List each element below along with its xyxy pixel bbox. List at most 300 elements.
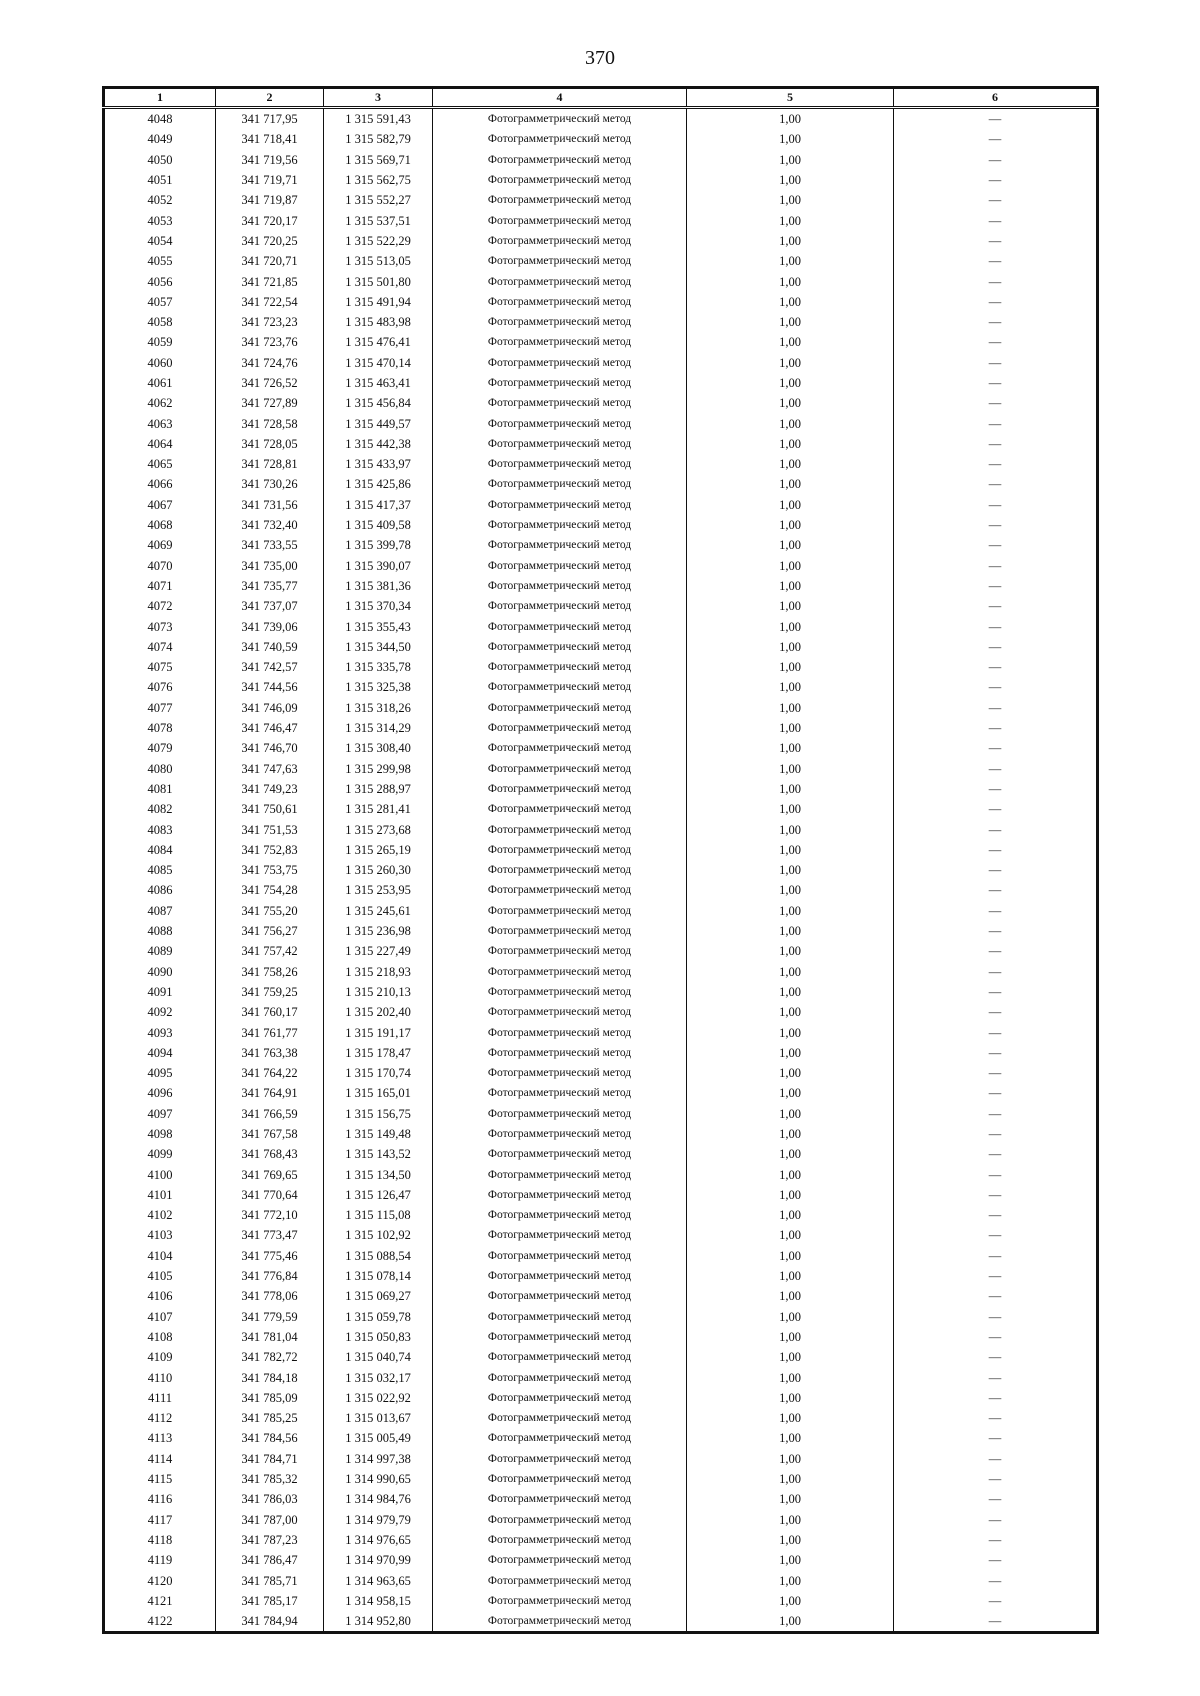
y-coordinate-cell: 1 315 470,14	[324, 353, 433, 373]
table-row	[104, 1185, 1098, 1205]
y-coordinate-cell: 1 315 050,83	[324, 1327, 433, 1347]
method-cell: Фотограмметрический метод	[433, 129, 687, 149]
table-row	[104, 1550, 1098, 1570]
description-cell: —	[894, 880, 1098, 900]
method-cell: Фотограмметрический метод	[433, 637, 687, 657]
precision-cell: 1,00	[687, 1043, 894, 1063]
y-coordinate-cell: 1 314 990,65	[324, 1469, 433, 1489]
y-coordinate-cell: 1 315 591,43	[324, 108, 433, 130]
description-cell: —	[894, 941, 1098, 961]
description-cell: —	[894, 1367, 1098, 1387]
description-cell: —	[894, 393, 1098, 413]
y-coordinate-cell: 1 315 449,57	[324, 413, 433, 433]
y-coordinate-cell: 1 315 265,19	[324, 840, 433, 860]
point-number-cell: 4104	[104, 1246, 216, 1266]
point-number-cell: 4052	[104, 190, 216, 210]
method-cell: Фотограмметрический метод	[433, 556, 687, 576]
x-coordinate-cell: 341 775,46	[216, 1246, 324, 1266]
x-coordinate-cell: 341 782,72	[216, 1347, 324, 1367]
description-cell: —	[894, 799, 1098, 819]
method-cell: Фотограмметрический метод	[433, 190, 687, 210]
x-coordinate-cell: 341 786,03	[216, 1489, 324, 1509]
y-coordinate-cell: 1 315 399,78	[324, 535, 433, 555]
point-number-cell: 4048	[104, 108, 216, 130]
x-coordinate-cell: 341 787,00	[216, 1509, 324, 1529]
table-row	[104, 190, 1098, 210]
table-row	[104, 1509, 1098, 1529]
y-coordinate-cell: 1 315 433,97	[324, 454, 433, 474]
table-row	[104, 535, 1098, 555]
method-cell: Фотограмметрический метод	[433, 1428, 687, 1448]
precision-cell: 1,00	[687, 1550, 894, 1570]
precision-cell: 1,00	[687, 860, 894, 880]
method-cell: Фотограмметрический метод	[433, 596, 687, 616]
description-cell: —	[894, 1104, 1098, 1124]
precision-cell: 1,00	[687, 759, 894, 779]
precision-cell: 1,00	[687, 170, 894, 190]
description-cell: —	[894, 1225, 1098, 1245]
precision-cell: 1,00	[687, 576, 894, 596]
method-cell: Фотограмметрический метод	[433, 738, 687, 758]
y-coordinate-cell: 1 315 381,36	[324, 576, 433, 596]
method-cell: Фотограмметрический метод	[433, 1388, 687, 1408]
y-coordinate-cell: 1 314 952,80	[324, 1611, 433, 1633]
table-row	[104, 657, 1098, 677]
y-coordinate-cell: 1 315 537,51	[324, 210, 433, 230]
x-coordinate-cell: 341 778,06	[216, 1286, 324, 1306]
x-coordinate-cell: 341 766,59	[216, 1104, 324, 1124]
table-row	[104, 312, 1098, 332]
y-coordinate-cell: 1 315 390,07	[324, 556, 433, 576]
precision-cell: 1,00	[687, 657, 894, 677]
table-row	[104, 1388, 1098, 1408]
x-coordinate-cell: 341 785,32	[216, 1469, 324, 1489]
point-number-cell: 4074	[104, 637, 216, 657]
point-number-cell: 4061	[104, 373, 216, 393]
y-coordinate-cell: 1 315 456,84	[324, 393, 433, 413]
precision-cell: 1,00	[687, 210, 894, 230]
y-coordinate-cell: 1 314 958,15	[324, 1591, 433, 1611]
point-number-cell: 4062	[104, 393, 216, 413]
x-coordinate-cell: 341 785,25	[216, 1408, 324, 1428]
x-coordinate-cell: 341 720,17	[216, 210, 324, 230]
description-cell: —	[894, 292, 1098, 312]
precision-cell: 1,00	[687, 941, 894, 961]
precision-cell: 1,00	[687, 738, 894, 758]
x-coordinate-cell: 341 732,40	[216, 515, 324, 535]
y-coordinate-cell: 1 315 143,52	[324, 1144, 433, 1164]
method-cell: Фотограмметрический метод	[433, 961, 687, 981]
point-number-cell: 4076	[104, 677, 216, 697]
method-cell: Фотограмметрический метод	[433, 1002, 687, 1022]
description-cell: —	[894, 1307, 1098, 1327]
point-number-cell: 4112	[104, 1408, 216, 1428]
precision-cell: 1,00	[687, 1164, 894, 1184]
description-cell: —	[894, 1043, 1098, 1063]
point-number-cell: 4059	[104, 332, 216, 352]
precision-cell: 1,00	[687, 271, 894, 291]
method-cell: Фотограмметрический метод	[433, 779, 687, 799]
method-cell: Фотограмметрический метод	[433, 312, 687, 332]
x-coordinate-cell: 341 737,07	[216, 596, 324, 616]
x-coordinate-cell: 341 721,85	[216, 271, 324, 291]
description-cell: —	[894, 535, 1098, 555]
point-number-cell: 4108	[104, 1327, 216, 1347]
point-number-cell: 4094	[104, 1043, 216, 1063]
point-number-cell: 4054	[104, 231, 216, 251]
x-coordinate-cell: 341 781,04	[216, 1327, 324, 1347]
x-coordinate-cell: 341 751,53	[216, 819, 324, 839]
table-row	[104, 373, 1098, 393]
precision-cell: 1,00	[687, 1388, 894, 1408]
coordinates-table	[102, 86, 1099, 1634]
method-cell: Фотограмметрический метод	[433, 251, 687, 271]
precision-cell: 1,00	[687, 413, 894, 433]
column-header-4: 4	[433, 88, 687, 108]
column-header-1: 1	[104, 88, 216, 108]
y-coordinate-cell: 1 314 976,65	[324, 1530, 433, 1550]
description-cell: —	[894, 1570, 1098, 1590]
precision-cell: 1,00	[687, 535, 894, 555]
table-row	[104, 1022, 1098, 1042]
method-cell: Фотограмметрический метод	[433, 921, 687, 941]
method-cell: Фотограмметрический метод	[433, 1022, 687, 1042]
table-row	[104, 129, 1098, 149]
precision-cell: 1,00	[687, 474, 894, 494]
precision-cell: 1,00	[687, 556, 894, 576]
point-number-cell: 4092	[104, 1002, 216, 1022]
point-number-cell: 4057	[104, 292, 216, 312]
y-coordinate-cell: 1 315 463,41	[324, 373, 433, 393]
y-coordinate-cell: 1 315 102,92	[324, 1225, 433, 1245]
table-row	[104, 860, 1098, 880]
y-coordinate-cell: 1 315 442,38	[324, 434, 433, 454]
point-number-cell: 4100	[104, 1164, 216, 1184]
table-row	[104, 738, 1098, 758]
method-cell: Фотограмметрический метод	[433, 271, 687, 291]
x-coordinate-cell: 341 761,77	[216, 1022, 324, 1042]
y-coordinate-cell: 1 315 115,08	[324, 1205, 433, 1225]
precision-cell: 1,00	[687, 434, 894, 454]
y-coordinate-cell: 1 315 059,78	[324, 1307, 433, 1327]
x-coordinate-cell: 341 746,47	[216, 718, 324, 738]
point-number-cell: 4122	[104, 1611, 216, 1633]
x-coordinate-cell: 341 776,84	[216, 1266, 324, 1286]
description-cell: —	[894, 190, 1098, 210]
precision-cell: 1,00	[687, 677, 894, 697]
precision-cell: 1,00	[687, 292, 894, 312]
x-coordinate-cell: 341 773,47	[216, 1225, 324, 1245]
method-cell: Фотограмметрический метод	[433, 1509, 687, 1529]
x-coordinate-cell: 341 786,47	[216, 1550, 324, 1570]
description-cell: —	[894, 738, 1098, 758]
method-cell: Фотограмметрический метод	[433, 1286, 687, 1306]
table-row	[104, 413, 1098, 433]
point-number-cell: 4107	[104, 1307, 216, 1327]
precision-cell: 1,00	[687, 880, 894, 900]
y-coordinate-cell: 1 315 170,74	[324, 1063, 433, 1083]
description-cell: —	[894, 637, 1098, 657]
point-number-cell: 4114	[104, 1449, 216, 1469]
table-row	[104, 1144, 1098, 1164]
y-coordinate-cell: 1 315 088,54	[324, 1246, 433, 1266]
method-cell: Фотограмметрический метод	[433, 1205, 687, 1225]
x-coordinate-cell: 341 739,06	[216, 616, 324, 636]
y-coordinate-cell: 1 315 178,47	[324, 1043, 433, 1063]
y-coordinate-cell: 1 315 273,68	[324, 819, 433, 839]
y-coordinate-cell: 1 315 562,75	[324, 170, 433, 190]
table-row	[104, 819, 1098, 839]
description-cell: —	[894, 1428, 1098, 1448]
point-number-cell: 4106	[104, 1286, 216, 1306]
y-coordinate-cell: 1 315 325,38	[324, 677, 433, 697]
precision-cell: 1,00	[687, 1002, 894, 1022]
description-cell: —	[894, 454, 1098, 474]
precision-cell: 1,00	[687, 190, 894, 210]
point-number-cell: 4053	[104, 210, 216, 230]
description-cell: —	[894, 1591, 1098, 1611]
description-cell: —	[894, 1144, 1098, 1164]
point-number-cell: 4071	[104, 576, 216, 596]
method-cell: Фотограмметрический метод	[433, 657, 687, 677]
x-coordinate-cell: 341 744,56	[216, 677, 324, 697]
point-number-cell: 4113	[104, 1428, 216, 1448]
method-cell: Фотограмметрический метод	[433, 576, 687, 596]
y-coordinate-cell: 1 315 314,29	[324, 718, 433, 738]
y-coordinate-cell: 1 314 970,99	[324, 1550, 433, 1570]
description-cell: —	[894, 1449, 1098, 1469]
y-coordinate-cell: 1 315 260,30	[324, 860, 433, 880]
description-cell: —	[894, 474, 1098, 494]
table-row	[104, 921, 1098, 941]
x-coordinate-cell: 341 784,18	[216, 1367, 324, 1387]
table-row	[104, 880, 1098, 900]
precision-cell: 1,00	[687, 637, 894, 657]
method-cell: Фотограмметрический метод	[433, 393, 687, 413]
description-cell: —	[894, 698, 1098, 718]
table-row	[104, 698, 1098, 718]
method-cell: Фотограмметрический метод	[433, 1063, 687, 1083]
method-cell: Фотограмметрический метод	[433, 901, 687, 921]
table-row	[104, 1286, 1098, 1306]
precision-cell: 1,00	[687, 698, 894, 718]
table-row	[104, 718, 1098, 738]
precision-cell: 1,00	[687, 1144, 894, 1164]
y-coordinate-cell: 1 315 191,17	[324, 1022, 433, 1042]
precision-cell: 1,00	[687, 1591, 894, 1611]
y-coordinate-cell: 1 315 335,78	[324, 657, 433, 677]
precision-cell: 1,00	[687, 1246, 894, 1266]
point-number-cell: 4116	[104, 1489, 216, 1509]
point-number-cell: 4080	[104, 759, 216, 779]
x-coordinate-cell: 341 722,54	[216, 292, 324, 312]
table-row	[104, 677, 1098, 697]
precision-cell: 1,00	[687, 596, 894, 616]
precision-cell: 1,00	[687, 1266, 894, 1286]
point-number-cell: 4098	[104, 1124, 216, 1144]
y-coordinate-cell: 1 314 984,76	[324, 1489, 433, 1509]
description-cell: —	[894, 1530, 1098, 1550]
description-cell: —	[894, 1347, 1098, 1367]
point-number-cell: 4103	[104, 1225, 216, 1245]
method-cell: Фотограмметрический метод	[433, 1530, 687, 1550]
table-row	[104, 982, 1098, 1002]
description-cell: —	[894, 718, 1098, 738]
y-coordinate-cell: 1 315 032,17	[324, 1367, 433, 1387]
y-coordinate-cell: 1 315 005,49	[324, 1428, 433, 1448]
description-cell: —	[894, 1205, 1098, 1225]
precision-cell: 1,00	[687, 1367, 894, 1387]
method-cell: Фотограмметрический метод	[433, 860, 687, 880]
description-cell: —	[894, 271, 1098, 291]
table-row	[104, 556, 1098, 576]
description-cell: —	[894, 1327, 1098, 1347]
y-coordinate-cell: 1 315 013,67	[324, 1408, 433, 1428]
point-number-cell: 4060	[104, 353, 216, 373]
x-coordinate-cell: 341 723,23	[216, 312, 324, 332]
table-row	[104, 779, 1098, 799]
table-row	[104, 1124, 1098, 1144]
precision-cell: 1,00	[687, 1347, 894, 1367]
description-cell: —	[894, 1489, 1098, 1509]
description-cell: —	[894, 819, 1098, 839]
point-number-cell: 4073	[104, 616, 216, 636]
table-row	[104, 434, 1098, 454]
point-number-cell: 4099	[104, 1144, 216, 1164]
method-cell: Фотограмметрический метод	[433, 982, 687, 1002]
method-cell: Фотограмметрический метод	[433, 616, 687, 636]
point-number-cell: 4087	[104, 901, 216, 921]
table-row	[104, 637, 1098, 657]
point-number-cell: 4077	[104, 698, 216, 718]
description-cell: —	[894, 1509, 1098, 1529]
x-coordinate-cell: 341 768,43	[216, 1144, 324, 1164]
y-coordinate-cell: 1 315 318,26	[324, 698, 433, 718]
method-cell: Фотограмметрический метод	[433, 759, 687, 779]
point-number-cell: 4051	[104, 170, 216, 190]
description-cell: —	[894, 1388, 1098, 1408]
table-row	[104, 901, 1098, 921]
precision-cell: 1,00	[687, 1307, 894, 1327]
x-coordinate-cell: 341 767,58	[216, 1124, 324, 1144]
y-coordinate-cell: 1 315 149,48	[324, 1124, 433, 1144]
method-cell: Фотограмметрический метод	[433, 454, 687, 474]
method-cell: Фотограмметрический метод	[433, 840, 687, 860]
method-cell: Фотограмметрический метод	[433, 434, 687, 454]
y-coordinate-cell: 1 315 202,40	[324, 1002, 433, 1022]
description-cell: —	[894, 860, 1098, 880]
description-cell: —	[894, 170, 1098, 190]
method-cell: Фотограмметрический метод	[433, 1307, 687, 1327]
point-number-cell: 4118	[104, 1530, 216, 1550]
method-cell: Фотограмметрический метод	[433, 170, 687, 190]
y-coordinate-cell: 1 315 227,49	[324, 941, 433, 961]
method-cell: Фотограмметрический метод	[433, 108, 687, 130]
table-row	[104, 1469, 1098, 1489]
point-number-cell: 4065	[104, 454, 216, 474]
method-cell: Фотограмметрический метод	[433, 1083, 687, 1103]
method-cell: Фотограмметрический метод	[433, 1266, 687, 1286]
table-row	[104, 210, 1098, 230]
point-number-cell: 4101	[104, 1185, 216, 1205]
x-coordinate-cell: 341 740,59	[216, 637, 324, 657]
description-cell: —	[894, 150, 1098, 170]
table-row	[104, 1307, 1098, 1327]
description-cell: —	[894, 210, 1098, 230]
table-header	[104, 88, 1098, 108]
table-row	[104, 1530, 1098, 1550]
table-row	[104, 1570, 1098, 1590]
x-coordinate-cell: 341 735,00	[216, 556, 324, 576]
y-coordinate-cell: 1 315 308,40	[324, 738, 433, 758]
precision-cell: 1,00	[687, 1530, 894, 1550]
method-cell: Фотограмметрический метод	[433, 535, 687, 555]
table-row	[104, 454, 1098, 474]
x-coordinate-cell: 341 735,77	[216, 576, 324, 596]
description-cell: —	[894, 779, 1098, 799]
y-coordinate-cell: 1 315 245,61	[324, 901, 433, 921]
precision-cell: 1,00	[687, 1022, 894, 1042]
table-row	[104, 292, 1098, 312]
description-cell: —	[894, 657, 1098, 677]
table-row	[104, 474, 1098, 494]
y-coordinate-cell: 1 315 370,34	[324, 596, 433, 616]
point-number-cell: 4109	[104, 1347, 216, 1367]
method-cell: Фотограмметрический метод	[433, 698, 687, 718]
y-coordinate-cell: 1 314 963,65	[324, 1570, 433, 1590]
table-row	[104, 576, 1098, 596]
description-cell: —	[894, 1063, 1098, 1083]
table-row	[104, 1591, 1098, 1611]
x-coordinate-cell: 341 742,57	[216, 657, 324, 677]
point-number-cell: 4056	[104, 271, 216, 291]
column-header-5: 5	[687, 88, 894, 108]
y-coordinate-cell: 1 315 299,98	[324, 759, 433, 779]
table-row	[104, 271, 1098, 291]
point-number-cell: 4121	[104, 1591, 216, 1611]
method-cell: Фотограмметрический метод	[433, 1449, 687, 1469]
x-coordinate-cell: 341 718,41	[216, 129, 324, 149]
table-row	[104, 332, 1098, 352]
precision-cell: 1,00	[687, 1124, 894, 1144]
table-row	[104, 108, 1098, 130]
point-number-cell: 4066	[104, 474, 216, 494]
precision-cell: 1,00	[687, 1408, 894, 1428]
description-cell: —	[894, 1185, 1098, 1205]
point-number-cell: 4081	[104, 779, 216, 799]
table-row	[104, 799, 1098, 819]
precision-cell: 1,00	[687, 840, 894, 860]
point-number-cell: 4120	[104, 1570, 216, 1590]
point-number-cell: 4097	[104, 1104, 216, 1124]
method-cell: Фотограмметрический метод	[433, 515, 687, 535]
precision-cell: 1,00	[687, 1449, 894, 1469]
precision-cell: 1,00	[687, 373, 894, 393]
x-coordinate-cell: 341 719,56	[216, 150, 324, 170]
y-coordinate-cell: 1 314 997,38	[324, 1449, 433, 1469]
description-cell: —	[894, 495, 1098, 515]
point-number-cell: 4083	[104, 819, 216, 839]
x-coordinate-cell: 341 728,58	[216, 413, 324, 433]
x-coordinate-cell: 341 754,28	[216, 880, 324, 900]
precision-cell: 1,00	[687, 495, 894, 515]
method-cell: Фотограмметрический метод	[433, 353, 687, 373]
precision-cell: 1,00	[687, 312, 894, 332]
precision-cell: 1,00	[687, 353, 894, 373]
method-cell: Фотограмметрический метод	[433, 1043, 687, 1063]
y-coordinate-cell: 1 315 355,43	[324, 616, 433, 636]
y-coordinate-cell: 1 315 126,47	[324, 1185, 433, 1205]
